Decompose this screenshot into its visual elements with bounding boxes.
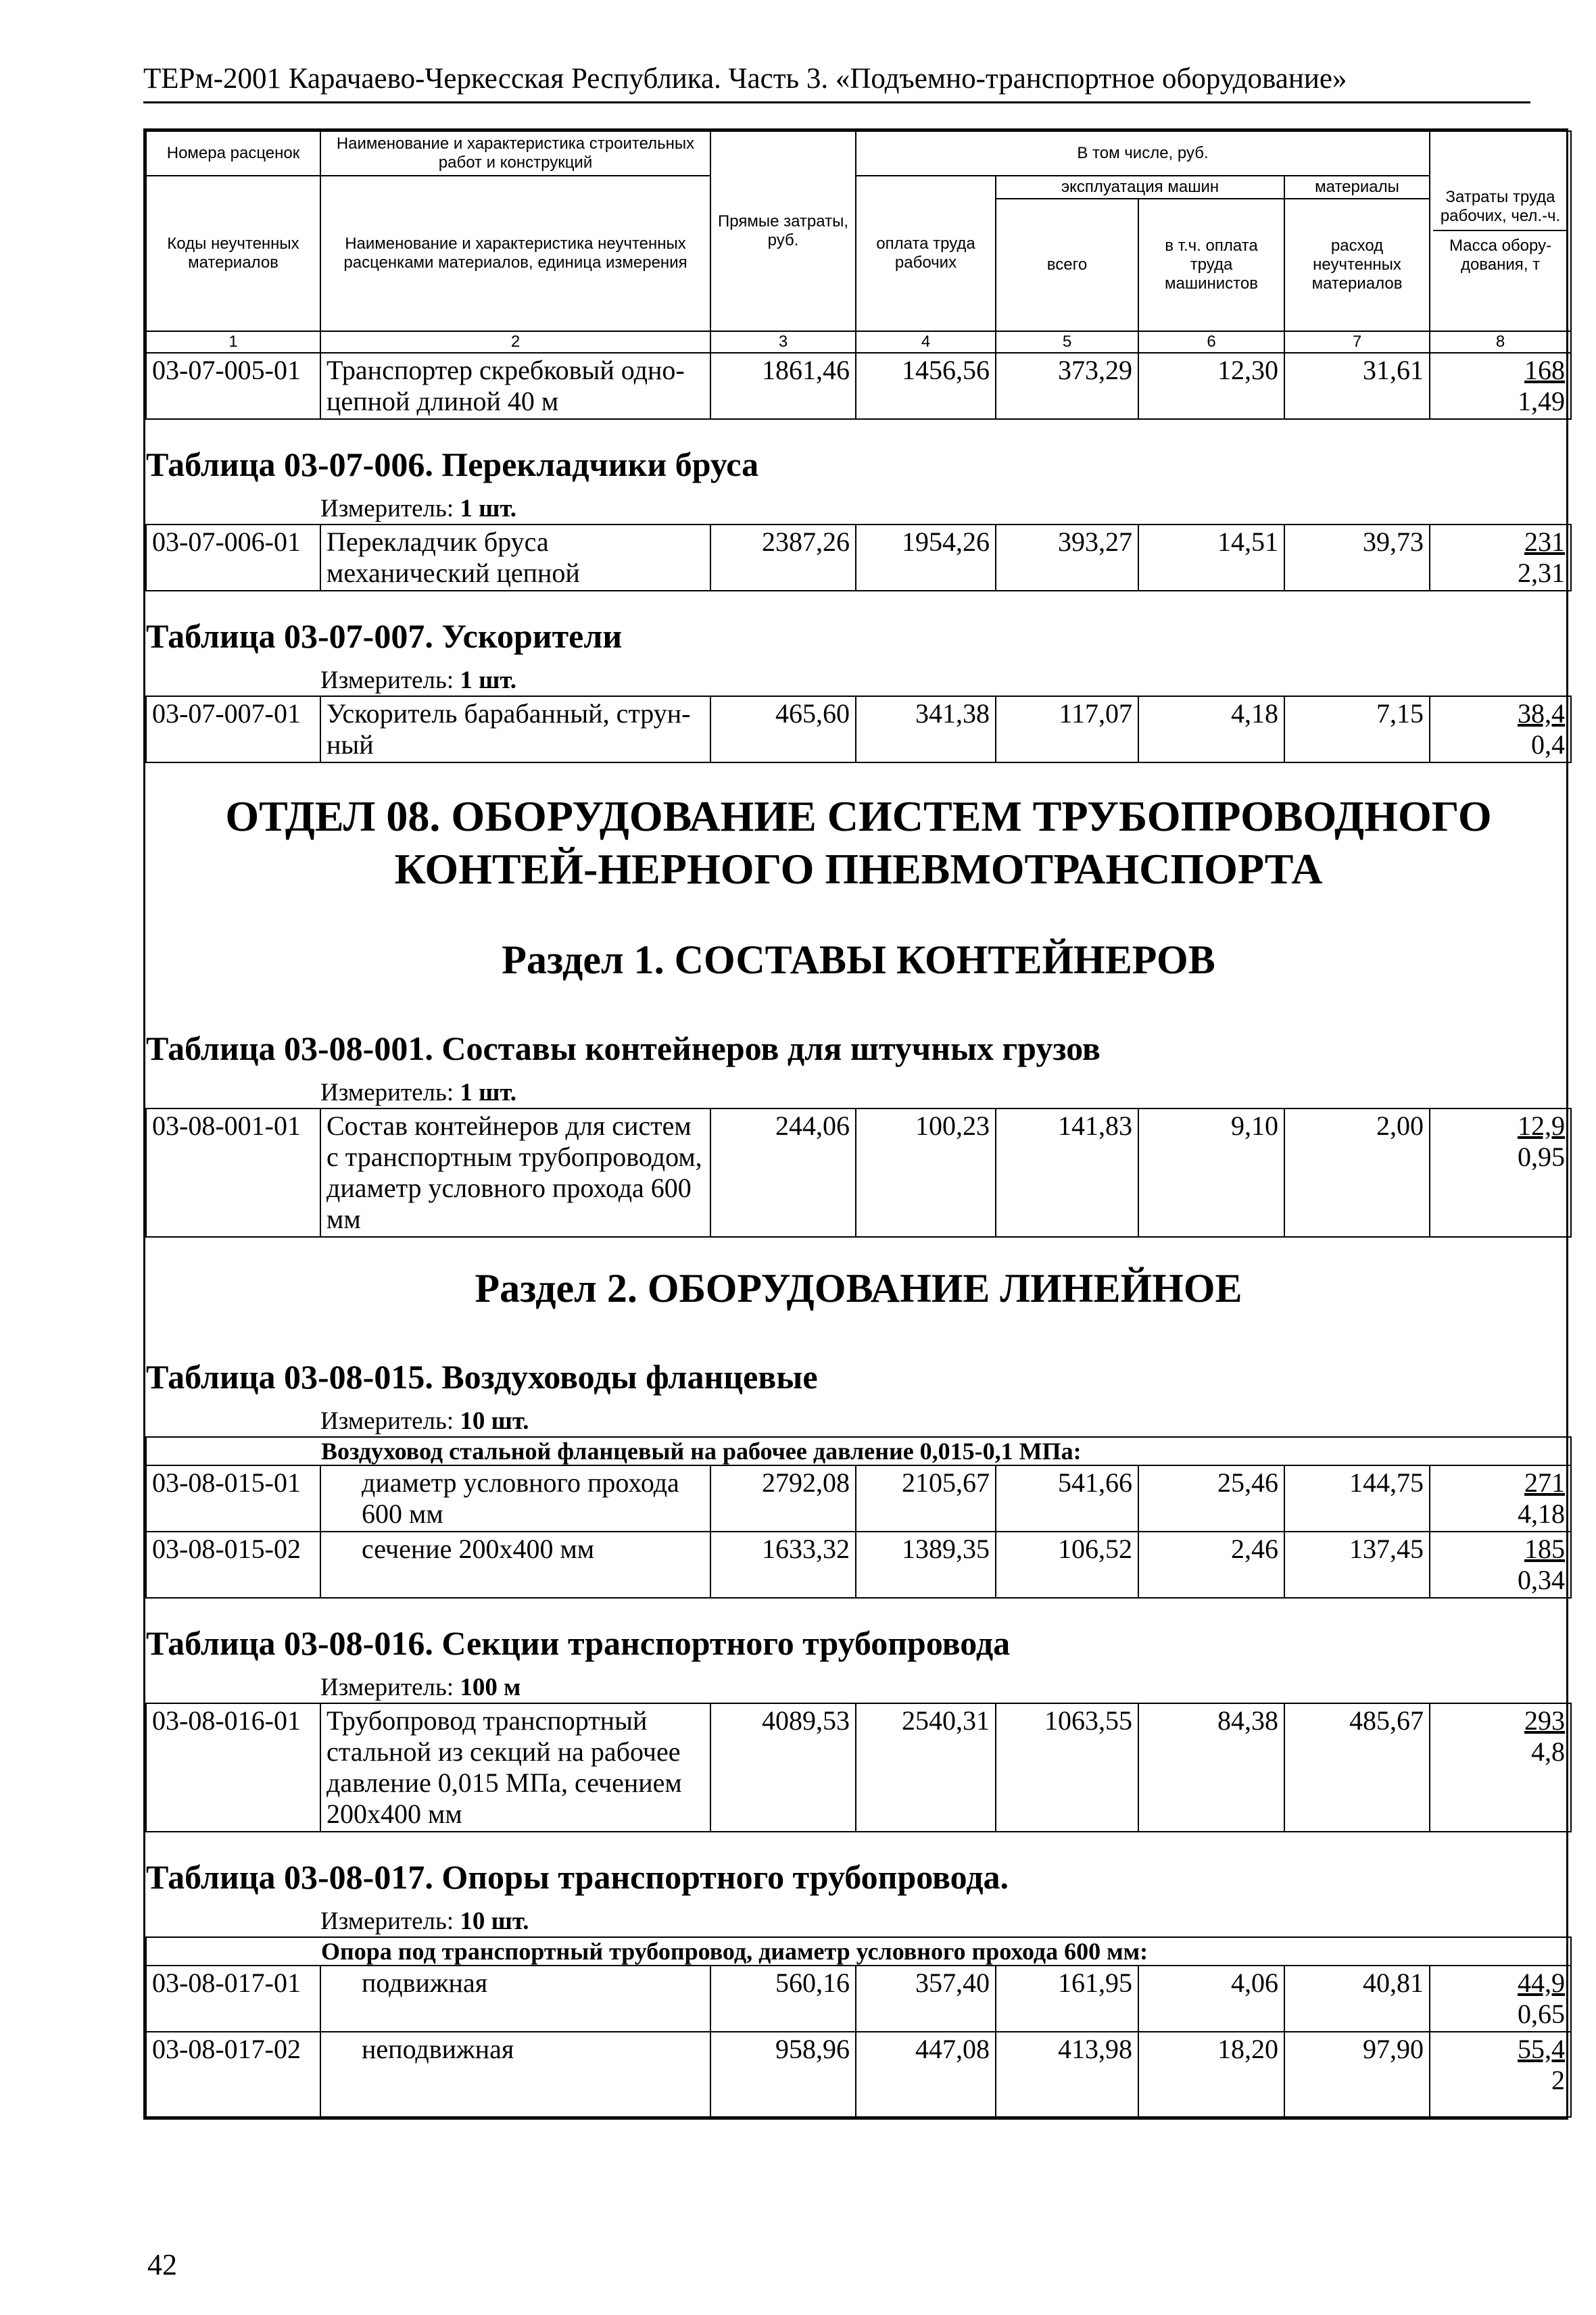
table-row [146,353,1571,419]
row-mach: 161,95 [996,1966,1138,2032]
row-mach-lab: 12,30 [1138,353,1284,419]
row-mat: 137,45 [1284,1532,1430,1598]
measure-label: Измеритель: [320,1407,460,1435]
row-direct: 465,60 [710,696,856,762]
row-name: подвижная [320,1966,710,2032]
row-code: 03-08-017-01 [146,1966,320,2032]
row-hours: 293 [1524,1705,1566,1736]
column-numbers-row [146,331,1571,353]
row-hours-mass [1430,696,1571,762]
row-labor: 341,38 [856,696,996,762]
table-row [146,1108,1571,1237]
colnum-1: 1 [146,331,320,353]
colnum-8: 8 [1430,331,1571,353]
row-mat: 39,73 [1284,525,1430,591]
table-row [146,2032,1571,2117]
head-rashod: расход неучтенных материалов [1284,199,1430,331]
row-mass: 0,65 [1518,1999,1566,2029]
row-name: Трубопровод транспортный стальной из секций на рабочее давление 0,015 МПа, сечением 200х400 мм [320,1703,710,1832]
row-mach: 413,98 [996,2032,1138,2117]
section-heading-1: Раздел 1. СОСТАВЫ КОНТЕЙНЕРОВ [502,937,1215,982]
row-hours: 168 [1524,355,1566,385]
row-hours-mass [1430,1966,1571,2032]
table-row [146,525,1571,591]
row-code: 03-08-015-01 [146,1465,320,1532]
row-mat: 144,75 [1284,1465,1430,1532]
row-hours-mass [1430,1532,1571,1598]
row-hours: 55,4 [1518,2034,1566,2064]
head-pryamye: Прямые затраты, руб. [710,131,856,331]
row-hours: 12,9 [1518,1111,1566,1141]
row-mass: 0,34 [1518,1565,1566,1595]
measure-08-001 [146,1078,1571,1108]
head-zatraty [1430,131,1571,331]
row-labor: 2540,31 [856,1703,996,1832]
row-hours: 44,9 [1518,1968,1566,1998]
row-hours-mass [1430,2032,1571,2117]
table-header-row [146,131,1571,176]
row-mach-lab: 4,06 [1138,1966,1284,2032]
measure-08-015 [146,1407,1571,1437]
row-labor: 447,08 [856,2032,996,2117]
head-zatraty-text: Затраты труда рабочих, чел.-ч. [1433,188,1568,231]
row-mach-lab: 9,10 [1138,1108,1284,1237]
measure-007 [146,666,1571,696]
price-table [143,128,1568,2120]
measure-value: 10 шт. [460,1907,529,1935]
measure-006 [146,494,1571,525]
measure-label: Измеритель: [320,495,460,522]
row-direct: 244,06 [710,1108,856,1237]
row-labor: 357,40 [856,1966,996,2032]
measure-label: Измеритель: [320,1907,460,1935]
page-number: 42 [147,2248,177,2281]
row-hours: 271 [1524,1467,1566,1498]
row-mat: 31,61 [1284,353,1430,419]
table-title-006: Таблица 03-07-006. Перекладчики бруса [146,445,759,483]
table-row [146,1532,1571,1598]
colnum-3: 3 [710,331,856,353]
row-hours-mass [1430,353,1571,419]
table-title-007: Таблица 03-07-007. Ускорители [146,617,623,655]
measure-label: Измеритель: [320,1079,460,1106]
row-mat: 97,90 [1284,2032,1430,2117]
row-mass: 0,95 [1518,1142,1566,1172]
head-nomera: Номера расценок [146,131,320,176]
row-hours-mass [1430,1465,1571,1532]
row-labor: 100,23 [856,1108,996,1237]
row-name: неподвижная [320,2032,710,2117]
measure-value: 1 шт. [460,1079,517,1106]
head-ekspl: эксплуатация машин [996,176,1284,199]
row-code: 03-07-007-01 [146,696,320,762]
row-mach: 117,07 [996,696,1138,762]
subheading-08-017: Опора под транспортный трубопровод, диаметр условного прохода 600 мм: [146,1937,1571,1966]
row-mach: 106,52 [996,1532,1138,1598]
head-materialy: материалы [1284,176,1430,199]
colnum-7: 7 [1284,331,1430,353]
table-row [146,1966,1571,2032]
row-name: Перекладчик бруса механический цепной [320,525,710,591]
table-title-08-017: Таблица 03-08-017. Опоры транспортного трубопровода. [146,1858,1009,1896]
row-labor: 2105,67 [856,1465,996,1532]
row-direct: 1861,46 [710,353,856,419]
row-direct: 560,16 [710,1966,856,2032]
row-direct: 2792,08 [710,1465,856,1532]
row-mass: 2 [1551,2065,1566,2095]
table-row [146,1703,1571,1832]
head-v-tom: В том числе, руб. [856,131,1430,176]
row-mach: 141,83 [996,1108,1138,1237]
row-hours: 38,4 [1518,698,1566,729]
running-header: ТЕРм-2001 Карачаево-Черкесская Республика. Часть 3. «Подъемно-транспортное оборудование» [143,63,1347,95]
head-naim-bottom: Наименование и характеристика неучтенных расценками материалов, единица измерения [320,176,710,331]
row-mach: 393,27 [996,525,1138,591]
measure-08-016 [146,1673,1571,1703]
row-hours-mass [1430,1108,1571,1237]
row-code: 03-08-015-02 [146,1532,320,1598]
colnum-2: 2 [320,331,710,353]
row-direct: 1633,32 [710,1532,856,1598]
measure-value: 100 м [460,1674,521,1701]
row-mat: 2,00 [1284,1108,1430,1237]
measure-label: Измеритель: [320,666,460,694]
row-mach: 541,66 [996,1465,1138,1532]
colnum-4: 4 [856,331,996,353]
department-heading: ОТДЕЛ 08. ОБОРУДОВАНИЕ СИСТЕМ ТРУБОПРОВОДНОГО КОНТЕЙ-НЕРНОГО ПНЕВМОТРАНСПОРТА [225,792,1492,893]
section-heading-2: Раздел 2. ОБОРУДОВАНИЕ ЛИНЕЙНОЕ [475,1266,1242,1311]
row-code: 03-08-017-02 [146,2032,320,2117]
head-naim-top: Наименование и характеристика строительных работ и конструкций [320,131,710,176]
row-code: 03-07-006-01 [146,525,320,591]
row-hours-mass [1430,525,1571,591]
table-row [146,1465,1571,1532]
row-mass: 4,8 [1531,1736,1566,1767]
measure-label: Измеритель: [320,1674,460,1701]
header-rule [143,101,1530,103]
measure-value: 10 шт. [460,1407,529,1435]
row-direct: 2387,26 [710,525,856,591]
row-code: 03-08-016-01 [146,1703,320,1832]
row-mat: 7,15 [1284,696,1430,762]
row-code: 03-08-001-01 [146,1108,320,1237]
row-mat: 40,81 [1284,1966,1430,2032]
table-title-08-001: Таблица 03-08-001. Составы контейнеров для штучных грузов [146,1029,1101,1067]
table-row [146,696,1571,762]
row-mass: 1,49 [1518,386,1566,416]
measure-08-017 [146,1907,1571,1937]
head-vtch: в т.ч. оплата труда машинистов [1138,199,1284,331]
row-name: диаметр условного прохода 600 мм [320,1465,710,1532]
row-labor: 1456,56 [856,353,996,419]
row-name: Состав контейнеров для систем с транспортным трубопроводом, диаметр условного прохода 600 мм [320,1108,710,1237]
colnum-6: 6 [1138,331,1284,353]
row-mach-lab: 4,18 [1138,696,1284,762]
row-hours-mass [1430,1703,1571,1832]
row-mach: 373,29 [996,353,1138,419]
row-direct: 4089,53 [710,1703,856,1832]
row-mach-lab: 84,38 [1138,1703,1284,1832]
head-kody: Коды неучтенных материалов [146,176,320,331]
table-title-08-015: Таблица 03-08-015. Воздуховоды фланцевые [146,1358,818,1396]
subheading-08-015: Воздуховод стальной фланцевый на рабочее давление 0,015-0,1 МПа: [146,1437,1571,1465]
row-mach: 1063,55 [996,1703,1138,1832]
row-name: сечение 200х400 мм [320,1532,710,1598]
head-oplata: оплата труда рабочих [856,176,996,331]
head-massa-text: Масса обору-дования, т [1449,237,1552,274]
row-code: 03-07-005-01 [146,353,320,419]
row-direct: 958,96 [710,2032,856,2117]
row-mach-lab: 25,46 [1138,1465,1284,1532]
row-mass: 2,31 [1518,558,1566,588]
row-hours: 185 [1524,1534,1566,1564]
row-mach-lab: 2,46 [1138,1532,1284,1598]
row-name: Ускоритель барабанный, струн-ный [320,696,710,762]
row-mat: 485,67 [1284,1703,1430,1832]
measure-value: 1 шт. [460,495,517,522]
row-labor: 1954,26 [856,525,996,591]
row-mach-lab: 18,20 [1138,2032,1284,2117]
row-name: Транспортер скребковый одно-цепной длиной 40 м [320,353,710,419]
colnum-5: 5 [996,331,1138,353]
row-mass: 4,18 [1518,1498,1566,1529]
row-hours: 231 [1524,527,1566,557]
row-mach-lab: 14,51 [1138,525,1284,591]
table-title-08-016: Таблица 03-08-016. Секции транспортного трубопровода [146,1624,1011,1662]
row-labor: 1389,35 [856,1532,996,1598]
row-mass: 0,4 [1531,729,1566,760]
head-vsego: всего [996,199,1138,331]
measure-value: 1 шт. [460,666,517,694]
